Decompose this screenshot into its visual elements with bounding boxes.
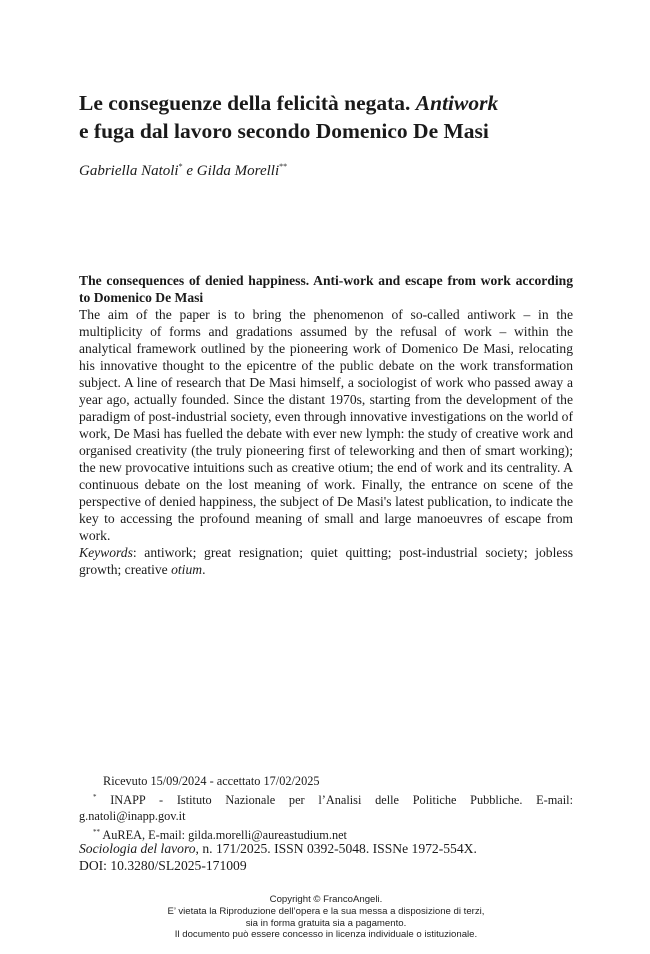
footnote-2-mark: **: [93, 828, 100, 836]
abstract-title: The consequences of denied happiness. Anti-work and escape from work according to Domenico De Masi: [79, 273, 573, 305]
journal-details: , n. 171/2025. ISSN 0392-5048. ISSNe 1972-554X.: [195, 841, 477, 856]
paper-page: [79, 0, 573, 954]
keywords-list: : antiwork; great resignation; quiet quitting; post-industrial society; jobless growth; creative: [79, 545, 573, 577]
title-line-2: e fuga dal lavoro secondo Domenico De Masi: [79, 119, 489, 143]
author-line: [79, 162, 287, 180]
footnote-1-mark: *: [93, 793, 97, 801]
title-italic-word: Antiwork: [415, 91, 499, 115]
copyright-line-2: E’ vietata la Riproduzione dell’opera e la sua messa a disposizione di terzi,: [167, 905, 485, 917]
author-2: Gilda Morelli: [196, 163, 280, 179]
footnote-2-text: AuREA, E-mail: gilda.morelli@aureastudium.net: [100, 828, 347, 842]
journal-info: [79, 840, 573, 874]
footnote-1-text: INAPP - Istituto Nazionale per l’Analisi delle Politiche Pubbliche. E-mail: g.natoli@inapp.gov.it: [79, 793, 573, 823]
footnote-1: [79, 789, 573, 824]
author-1-footnote-mark: *: [178, 162, 183, 171]
journal-name: Sociologia del lavoro: [79, 841, 196, 856]
copyright-line-1: Copyright © FrancoAngeli.: [269, 894, 383, 905]
keywords-italic-term: otium: [171, 562, 203, 577]
abstract-section: [79, 272, 573, 578]
title-line-1: Le conseguenze della felicità negata. Antiwork: [79, 91, 499, 115]
footnotes: [79, 773, 573, 843]
author-connector: e: [182, 163, 197, 179]
copyright-notice: [79, 894, 573, 941]
article-title: [79, 89, 573, 145]
keywords: Keywords: antiwork; great resignation; quiet quitting; post-industrial society; jobless growth; creative otium.: [79, 545, 573, 577]
abstract-body: The aim of the paper is to bring the phenomenon of so-called antiwork – in the multiplicity of forms and gradations assumed by the refusal of work – within the analytical framework outlined by the pioneering work of Domenico De Masi, relocating his innovative thought to the epicentre of the public debate on the work transformation subject. A line of research that De Masi himself, a sociologist of work who passed away a year ago, actually founded. Since the distant 1970s, starting from the development of the paradigm of post-industrial society, even through innovative investigations on the world of work, De Masi has fuelled the debate with ever new lymph: the study of creative work and organised creativity (the truly pioneering first of teleworking and then of smart working); the new provocative intuitions such as creative otium; the end of work and its centrality. A continuous debate on the lost meaning of work. Finally, the entrance on scene of the perspective of denied happiness, the subject of De Masi's latest publication, to indicate the key to accessing the profound meaning of small and large manoeuvres of escape from work.: [79, 307, 573, 543]
author-1: Gabriella Natoli: [79, 163, 179, 179]
copyright-line-4: Il documento può essere concesso in licenza individuale o istituzionale.: [174, 929, 478, 941]
journal-citation: [79, 840, 573, 857]
keywords-label: Keywords: [79, 545, 133, 560]
doi: DOI: 10.3280/SL2025-171009: [79, 858, 247, 873]
received-dates: Ricevuto 15/09/2024 - accettato 17/02/2025: [103, 774, 320, 788]
copyright-line-3: sia in forma gratuita sia a pagamento.: [245, 917, 407, 929]
author-2-footnote-mark: **: [279, 162, 288, 171]
